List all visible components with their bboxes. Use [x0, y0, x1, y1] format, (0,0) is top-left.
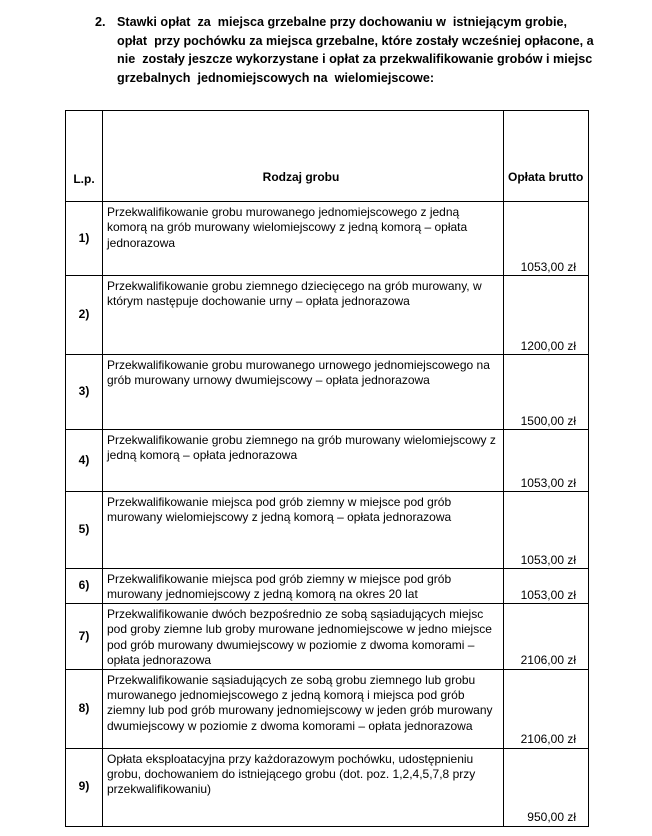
section-title-line: nie zostały jeszcze wykorzystane i opłat za przekwalifikowanie grobów i miejsc: [117, 52, 593, 66]
section-title-line: grzebalnych jednomiejscowych na wielomiejscowe:: [117, 70, 435, 85]
header-lp: L.p.: [66, 111, 103, 202]
row-number: 4): [66, 430, 103, 492]
section-title-line: opłat przy pochówku za miejsca grzebalne, które zostały wcześniej opłacone, a: [117, 33, 594, 48]
row-price: 1200,00 zł: [504, 276, 589, 355]
row-price: 950,00 zł: [504, 748, 589, 826]
table-row: [66, 202, 589, 276]
row-price: 1500,00 zł: [504, 355, 589, 430]
row-price: 2106,00 zł: [504, 604, 589, 670]
row-description: Przekwalifikowanie sąsiadujących ze sobą grobu ziemnego lub grobu murowanego jednomiejscowego z jedną komorą i miejsca pod grób ziemny lub pod grób murowany jednomiejscowy w jeden grób murowany dwumiejscowy w poziomie z dwoma komorami – opłata jednorazowa: [103, 669, 504, 748]
row-number: 8): [66, 669, 103, 748]
table-header-row: [66, 111, 589, 202]
table-row: [66, 569, 589, 604]
table-row: [66, 748, 589, 826]
row-description: Opłata eksploatacyjna przy każdorazowym pochówku, udostępnieniu grobu, dochowaniem do istniejącego grobu (dot. poz. 1,2,4,5,7,8 przy przekwalifikowaniu): [103, 748, 504, 826]
row-number: 6): [66, 569, 103, 604]
row-description: Przekwalifikowanie grobu ziemnego dziecięcego na grób murowany, w którym następuje dochowanie urny – opłata jednorazowa: [103, 276, 504, 355]
row-number: 7): [66, 604, 103, 670]
row-number: 1): [66, 202, 103, 276]
row-description: Przekwalifikowanie dwóch bezpośrednio ze sobą sąsiadujących miejsc pod groby ziemne lub groby murowane jednomiejscowe w jedno miejsce pod grób murowany dwumiejscowy w poziomie z dwoma komorami – opłata jednorazowa: [103, 604, 504, 670]
row-description: Przekwalifikowanie miejsca pod grób ziemny w miejsce pod grób murowany wielomiejscowy z jedną komorą – opłata jednorazowa: [103, 492, 504, 569]
row-number: 2): [66, 276, 103, 355]
table-row: [66, 669, 589, 748]
row-description: Przekwalifikowanie miejsca pod grób ziemny w miejsce pod grób murowany jednomiejscowy z jedną komorą na okres 20 lat: [103, 569, 504, 604]
table-row: [66, 604, 589, 670]
row-price: 1053,00 zł: [504, 492, 589, 569]
header-type: Rodzaj grobu: [103, 111, 504, 202]
table-row: [66, 355, 589, 430]
row-price: 1053,00 zł: [504, 430, 589, 492]
row-number: 3): [66, 355, 103, 430]
section-number: 2.: [95, 15, 106, 29]
section-title-line: Stawki opłat za miejsca grzebalne przy dochowaniu w istniejącym grobie,: [117, 15, 567, 29]
row-price: 1053,00 zł: [504, 202, 589, 276]
table-row: [66, 276, 589, 355]
row-price: 1053,00 zł: [504, 569, 589, 604]
table-row: [66, 492, 589, 569]
row-description: Przekwalifikowanie grobu ziemnego na grób murowany wielomiejscowy z jedną komorą – opłata jednorazowa: [103, 430, 504, 492]
row-description: Przekwalifikowanie grobu murowanego urnowego jednomiejscowego na grób murowany urnowy dwumiejscowy – opłata jednorazowa: [103, 355, 504, 430]
row-number: 5): [66, 492, 103, 569]
table-row: [66, 430, 589, 492]
row-number: 9): [66, 748, 103, 826]
fees-table: [65, 110, 589, 827]
row-price: 2106,00 zł: [504, 669, 589, 748]
row-description: Przekwalifikowanie grobu murowanego jednomiejscowego z jedną komorą na grób murowany wielomiejscowy z jedną komorą – opłata jednorazowa: [103, 202, 504, 276]
header-price: Opłata brutto: [504, 111, 589, 202]
